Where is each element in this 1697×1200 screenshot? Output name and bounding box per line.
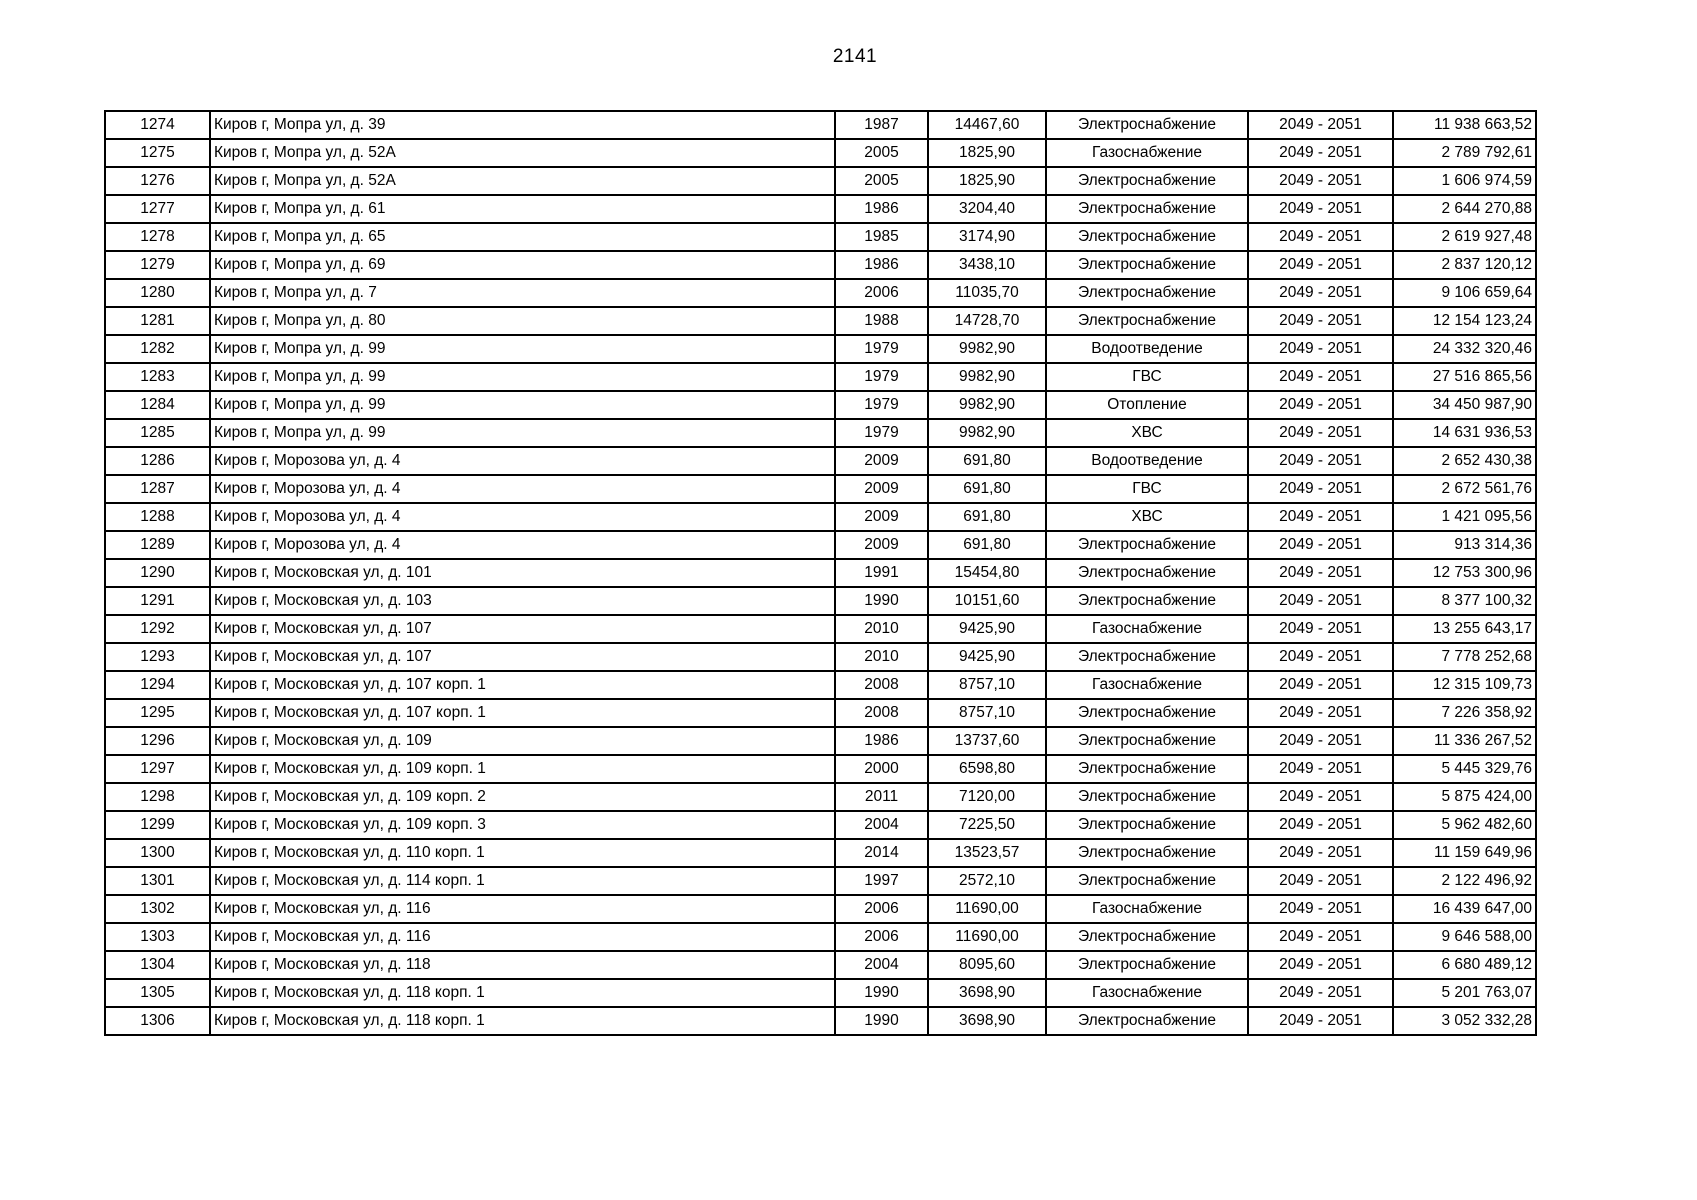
address-cell: Киров г, Московская ул, д. 118 корп. 1 <box>210 979 835 1007</box>
year-cell: 2009 <box>835 447 928 475</box>
row-number-cell: 1274 <box>105 111 210 139</box>
period-cell: 2049 - 2051 <box>1248 447 1393 475</box>
table-row <box>105 867 1536 895</box>
row-number-cell: 1276 <box>105 167 210 195</box>
period-cell: 2049 - 2051 <box>1248 951 1393 979</box>
row-number-cell: 1277 <box>105 195 210 223</box>
address-cell: Киров г, Мопра ул, д. 39 <box>210 111 835 139</box>
row-number-cell: 1303 <box>105 923 210 951</box>
cost-cell: 5 201 763,07 <box>1393 979 1536 1007</box>
cost-cell: 14 631 936,53 <box>1393 419 1536 447</box>
year-cell: 2009 <box>835 475 928 503</box>
service-cell: Газоснабжение <box>1046 895 1248 923</box>
cost-cell: 2 837 120,12 <box>1393 251 1536 279</box>
year-cell: 2009 <box>835 531 928 559</box>
address-cell: Киров г, Московская ул, д. 107 корп. 1 <box>210 671 835 699</box>
year-cell: 1985 <box>835 223 928 251</box>
address-cell: Киров г, Мопра ул, д. 65 <box>210 223 835 251</box>
year-cell: 2010 <box>835 615 928 643</box>
year-cell: 1990 <box>835 1007 928 1035</box>
period-cell: 2049 - 2051 <box>1248 363 1393 391</box>
address-cell: Киров г, Мопра ул, д. 7 <box>210 279 835 307</box>
row-number-cell: 1285 <box>105 419 210 447</box>
service-cell: Газоснабжение <box>1046 979 1248 1007</box>
address-cell: Киров г, Московская ул, д. 109 корп. 1 <box>210 755 835 783</box>
row-number-cell: 1288 <box>105 503 210 531</box>
period-cell: 2049 - 2051 <box>1248 531 1393 559</box>
year-cell: 1986 <box>835 195 928 223</box>
period-cell: 2049 - 2051 <box>1248 391 1393 419</box>
period-cell: 2049 - 2051 <box>1248 1007 1393 1035</box>
address-cell: Киров г, Московская ул, д. 116 <box>210 895 835 923</box>
period-cell: 2049 - 2051 <box>1248 895 1393 923</box>
row-number-cell: 1286 <box>105 447 210 475</box>
service-cell: Электроснабжение <box>1046 867 1248 895</box>
table-row <box>105 307 1536 335</box>
table-row <box>105 615 1536 643</box>
area-cell: 11035,70 <box>928 279 1046 307</box>
row-number-cell: 1302 <box>105 895 210 923</box>
address-cell: Киров г, Мопра ул, д. 61 <box>210 195 835 223</box>
area-cell: 2572,10 <box>928 867 1046 895</box>
area-cell: 8095,60 <box>928 951 1046 979</box>
cost-cell: 12 753 300,96 <box>1393 559 1536 587</box>
period-cell: 2049 - 2051 <box>1248 615 1393 643</box>
address-cell: Киров г, Московская ул, д. 110 корп. 1 <box>210 839 835 867</box>
area-cell: 9425,90 <box>928 615 1046 643</box>
year-cell: 1979 <box>835 419 928 447</box>
table-row <box>105 167 1536 195</box>
year-cell: 2005 <box>835 167 928 195</box>
row-number-cell: 1290 <box>105 559 210 587</box>
service-cell: Электроснабжение <box>1046 839 1248 867</box>
year-cell: 2006 <box>835 895 928 923</box>
year-cell: 2009 <box>835 503 928 531</box>
address-cell: Киров г, Московская ул, д. 109 <box>210 727 835 755</box>
cost-cell: 16 439 647,00 <box>1393 895 1536 923</box>
table-row <box>105 643 1536 671</box>
year-cell: 2014 <box>835 839 928 867</box>
year-cell: 1979 <box>835 391 928 419</box>
row-number-cell: 1306 <box>105 1007 210 1035</box>
row-number-cell: 1301 <box>105 867 210 895</box>
address-cell: Киров г, Морозова ул, д. 4 <box>210 503 835 531</box>
cost-cell: 11 336 267,52 <box>1393 727 1536 755</box>
period-cell: 2049 - 2051 <box>1248 755 1393 783</box>
cost-cell: 1 606 974,59 <box>1393 167 1536 195</box>
table-row <box>105 587 1536 615</box>
table-row <box>105 783 1536 811</box>
table-row <box>105 475 1536 503</box>
table-row <box>105 699 1536 727</box>
service-cell: ХВС <box>1046 419 1248 447</box>
cost-cell: 2 652 430,38 <box>1393 447 1536 475</box>
cost-cell: 2 122 496,92 <box>1393 867 1536 895</box>
row-number-cell: 1297 <box>105 755 210 783</box>
area-cell: 3204,40 <box>928 195 1046 223</box>
table-row <box>105 251 1536 279</box>
row-number-cell: 1279 <box>105 251 210 279</box>
period-cell: 2049 - 2051 <box>1248 727 1393 755</box>
period-cell: 2049 - 2051 <box>1248 223 1393 251</box>
service-cell: Электроснабжение <box>1046 811 1248 839</box>
service-cell: Электроснабжение <box>1046 783 1248 811</box>
cost-cell: 8 377 100,32 <box>1393 587 1536 615</box>
area-cell: 3698,90 <box>928 1007 1046 1035</box>
address-cell: Киров г, Московская ул, д. 103 <box>210 587 835 615</box>
year-cell: 2011 <box>835 783 928 811</box>
address-cell: Киров г, Московская ул, д. 116 <box>210 923 835 951</box>
period-cell: 2049 - 2051 <box>1248 503 1393 531</box>
row-number-cell: 1300 <box>105 839 210 867</box>
cost-cell: 24 332 320,46 <box>1393 335 1536 363</box>
address-cell: Киров г, Московская ул, д. 114 корп. 1 <box>210 867 835 895</box>
service-cell: Электроснабжение <box>1046 195 1248 223</box>
address-cell: Киров г, Морозова ул, д. 4 <box>210 531 835 559</box>
cost-cell: 9 646 588,00 <box>1393 923 1536 951</box>
area-cell: 3438,10 <box>928 251 1046 279</box>
year-cell: 1997 <box>835 867 928 895</box>
table-row <box>105 727 1536 755</box>
year-cell: 1979 <box>835 363 928 391</box>
address-cell: Киров г, Московская ул, д. 118 корп. 1 <box>210 1007 835 1035</box>
area-cell: 13737,60 <box>928 727 1046 755</box>
period-cell: 2049 - 2051 <box>1248 475 1393 503</box>
area-cell: 9982,90 <box>928 419 1046 447</box>
cost-cell: 1 421 095,56 <box>1393 503 1536 531</box>
table-row <box>105 195 1536 223</box>
service-cell: ГВС <box>1046 475 1248 503</box>
address-cell: Киров г, Мопра ул, д. 80 <box>210 307 835 335</box>
row-number-cell: 1294 <box>105 671 210 699</box>
table-body <box>105 111 1536 1035</box>
cost-cell: 12 154 123,24 <box>1393 307 1536 335</box>
row-number-cell: 1304 <box>105 951 210 979</box>
cost-cell: 913 314,36 <box>1393 531 1536 559</box>
service-cell: Электроснабжение <box>1046 279 1248 307</box>
cost-cell: 6 680 489,12 <box>1393 951 1536 979</box>
period-cell: 2049 - 2051 <box>1248 671 1393 699</box>
year-cell: 2004 <box>835 811 928 839</box>
table-row <box>105 923 1536 951</box>
cost-cell: 11 938 663,52 <box>1393 111 1536 139</box>
area-cell: 3698,90 <box>928 979 1046 1007</box>
table-row <box>105 503 1536 531</box>
service-cell: Электроснабжение <box>1046 307 1248 335</box>
row-number-cell: 1278 <box>105 223 210 251</box>
year-cell: 2000 <box>835 755 928 783</box>
cost-cell: 5 445 329,76 <box>1393 755 1536 783</box>
period-cell: 2049 - 2051 <box>1248 167 1393 195</box>
area-cell: 9982,90 <box>928 363 1046 391</box>
area-cell: 8757,10 <box>928 671 1046 699</box>
cost-cell: 7 778 252,68 <box>1393 643 1536 671</box>
period-cell: 2049 - 2051 <box>1248 783 1393 811</box>
year-cell: 1990 <box>835 979 928 1007</box>
address-cell: Киров г, Морозова ул, д. 4 <box>210 475 835 503</box>
service-cell: Газоснабжение <box>1046 671 1248 699</box>
area-cell: 6598,80 <box>928 755 1046 783</box>
table-row <box>105 839 1536 867</box>
table-row <box>105 335 1536 363</box>
period-cell: 2049 - 2051 <box>1248 923 1393 951</box>
cost-cell: 7 226 358,92 <box>1393 699 1536 727</box>
period-cell: 2049 - 2051 <box>1248 867 1393 895</box>
table-row <box>105 1007 1536 1035</box>
area-cell: 8757,10 <box>928 699 1046 727</box>
address-cell: Киров г, Московская ул, д. 101 <box>210 559 835 587</box>
service-cell: Электроснабжение <box>1046 111 1248 139</box>
service-cell: Водоотведение <box>1046 335 1248 363</box>
service-cell: ХВС <box>1046 503 1248 531</box>
cost-cell: 2 619 927,48 <box>1393 223 1536 251</box>
cost-cell: 9 106 659,64 <box>1393 279 1536 307</box>
year-cell: 2010 <box>835 643 928 671</box>
row-number-cell: 1282 <box>105 335 210 363</box>
year-cell: 1990 <box>835 587 928 615</box>
table-row <box>105 419 1536 447</box>
table-row <box>105 279 1536 307</box>
area-cell: 14728,70 <box>928 307 1046 335</box>
area-cell: 13523,57 <box>928 839 1046 867</box>
service-cell: Электроснабжение <box>1046 1007 1248 1035</box>
address-cell: Киров г, Мопра ул, д. 52А <box>210 139 835 167</box>
service-cell: Электроснабжение <box>1046 167 1248 195</box>
table-row <box>105 811 1536 839</box>
address-cell: Киров г, Мопра ул, д. 99 <box>210 335 835 363</box>
address-cell: Киров г, Мопра ул, д. 99 <box>210 391 835 419</box>
service-cell: ГВС <box>1046 363 1248 391</box>
row-number-cell: 1292 <box>105 615 210 643</box>
area-cell: 9982,90 <box>928 335 1046 363</box>
table-row <box>105 223 1536 251</box>
service-cell: Электроснабжение <box>1046 251 1248 279</box>
row-number-cell: 1289 <box>105 531 210 559</box>
row-number-cell: 1283 <box>105 363 210 391</box>
period-cell: 2049 - 2051 <box>1248 335 1393 363</box>
area-cell: 1825,90 <box>928 167 1046 195</box>
row-number-cell: 1281 <box>105 307 210 335</box>
period-cell: 2049 - 2051 <box>1248 195 1393 223</box>
cost-cell: 27 516 865,56 <box>1393 363 1536 391</box>
service-cell: Электроснабжение <box>1046 727 1248 755</box>
period-cell: 2049 - 2051 <box>1248 839 1393 867</box>
row-number-cell: 1275 <box>105 139 210 167</box>
row-number-cell: 1295 <box>105 699 210 727</box>
service-cell: Электроснабжение <box>1046 923 1248 951</box>
year-cell: 2008 <box>835 671 928 699</box>
area-cell: 10151,60 <box>928 587 1046 615</box>
period-cell: 2049 - 2051 <box>1248 559 1393 587</box>
address-cell: Киров г, Мопра ул, д. 52А <box>210 167 835 195</box>
table-row <box>105 139 1536 167</box>
period-cell: 2049 - 2051 <box>1248 643 1393 671</box>
cost-cell: 5 875 424,00 <box>1393 783 1536 811</box>
table-row <box>105 755 1536 783</box>
cost-cell: 3 052 332,28 <box>1393 1007 1536 1035</box>
period-cell: 2049 - 2051 <box>1248 279 1393 307</box>
table-row <box>105 559 1536 587</box>
address-cell: Киров г, Московская ул, д. 109 корп. 2 <box>210 783 835 811</box>
address-cell: Киров г, Московская ул, д. 118 <box>210 951 835 979</box>
period-cell: 2049 - 2051 <box>1248 307 1393 335</box>
page-number: 2141 <box>832 46 878 67</box>
cost-cell: 5 962 482,60 <box>1393 811 1536 839</box>
table-row <box>105 531 1536 559</box>
row-number-cell: 1291 <box>105 587 210 615</box>
year-cell: 2006 <box>835 923 928 951</box>
address-cell: Киров г, Московская ул, д. 107 <box>210 615 835 643</box>
area-cell: 15454,80 <box>928 559 1046 587</box>
service-cell: Электроснабжение <box>1046 755 1248 783</box>
service-cell: Электроснабжение <box>1046 951 1248 979</box>
service-cell: Электроснабжение <box>1046 587 1248 615</box>
cost-cell: 2 644 270,88 <box>1393 195 1536 223</box>
table-row <box>105 391 1536 419</box>
service-cell: Газоснабжение <box>1046 139 1248 167</box>
period-cell: 2049 - 2051 <box>1248 699 1393 727</box>
area-cell: 691,80 <box>928 503 1046 531</box>
service-cell: Электроснабжение <box>1046 531 1248 559</box>
area-cell: 691,80 <box>928 447 1046 475</box>
table-row <box>105 979 1536 1007</box>
cost-cell: 12 315 109,73 <box>1393 671 1536 699</box>
area-cell: 14467,60 <box>928 111 1046 139</box>
area-cell: 9982,90 <box>928 391 1046 419</box>
service-cell: Отопление <box>1046 391 1248 419</box>
year-cell: 1987 <box>835 111 928 139</box>
table-row <box>105 671 1536 699</box>
row-number-cell: 1284 <box>105 391 210 419</box>
service-cell: Электроснабжение <box>1046 559 1248 587</box>
year-cell: 1988 <box>835 307 928 335</box>
row-number-cell: 1280 <box>105 279 210 307</box>
buildings-table <box>104 110 1537 1036</box>
area-cell: 11690,00 <box>928 923 1046 951</box>
table-row <box>105 363 1536 391</box>
row-number-cell: 1296 <box>105 727 210 755</box>
period-cell: 2049 - 2051 <box>1248 111 1393 139</box>
area-cell: 7120,00 <box>928 783 1046 811</box>
period-cell: 2049 - 2051 <box>1248 587 1393 615</box>
service-cell: Водоотведение <box>1046 447 1248 475</box>
period-cell: 2049 - 2051 <box>1248 419 1393 447</box>
row-number-cell: 1287 <box>105 475 210 503</box>
address-cell: Киров г, Московская ул, д. 107 <box>210 643 835 671</box>
area-cell: 3174,90 <box>928 223 1046 251</box>
row-number-cell: 1299 <box>105 811 210 839</box>
table-row <box>105 951 1536 979</box>
table-row <box>105 447 1536 475</box>
period-cell: 2049 - 2051 <box>1248 139 1393 167</box>
cost-cell: 2 672 561,76 <box>1393 475 1536 503</box>
year-cell: 1986 <box>835 727 928 755</box>
service-cell: Электроснабжение <box>1046 699 1248 727</box>
area-cell: 9425,90 <box>928 643 1046 671</box>
area-cell: 1825,90 <box>928 139 1046 167</box>
table-row <box>105 895 1536 923</box>
period-cell: 2049 - 2051 <box>1248 979 1393 1007</box>
address-cell: Киров г, Морозова ул, д. 4 <box>210 447 835 475</box>
row-number-cell: 1293 <box>105 643 210 671</box>
area-cell: 691,80 <box>928 475 1046 503</box>
year-cell: 1979 <box>835 335 928 363</box>
year-cell: 1986 <box>835 251 928 279</box>
service-cell: Электроснабжение <box>1046 643 1248 671</box>
year-cell: 1991 <box>835 559 928 587</box>
service-cell: Газоснабжение <box>1046 615 1248 643</box>
year-cell: 2005 <box>835 139 928 167</box>
service-cell: Электроснабжение <box>1046 223 1248 251</box>
cost-cell: 11 159 649,96 <box>1393 839 1536 867</box>
address-cell: Киров г, Мопра ул, д. 99 <box>210 419 835 447</box>
row-number-cell: 1298 <box>105 783 210 811</box>
period-cell: 2049 - 2051 <box>1248 811 1393 839</box>
address-cell: Киров г, Московская ул, д. 109 корп. 3 <box>210 811 835 839</box>
cost-cell: 13 255 643,17 <box>1393 615 1536 643</box>
period-cell: 2049 - 2051 <box>1248 251 1393 279</box>
table-row <box>105 111 1536 139</box>
area-cell: 691,80 <box>928 531 1046 559</box>
year-cell: 2006 <box>835 279 928 307</box>
year-cell: 2008 <box>835 699 928 727</box>
address-cell: Киров г, Московская ул, д. 107 корп. 1 <box>210 699 835 727</box>
row-number-cell: 1305 <box>105 979 210 1007</box>
year-cell: 2004 <box>835 951 928 979</box>
area-cell: 11690,00 <box>928 895 1046 923</box>
address-cell: Киров г, Мопра ул, д. 69 <box>210 251 835 279</box>
area-cell: 7225,50 <box>928 811 1046 839</box>
address-cell: Киров г, Мопра ул, д. 99 <box>210 363 835 391</box>
cost-cell: 2 789 792,61 <box>1393 139 1536 167</box>
cost-cell: 34 450 987,90 <box>1393 391 1536 419</box>
